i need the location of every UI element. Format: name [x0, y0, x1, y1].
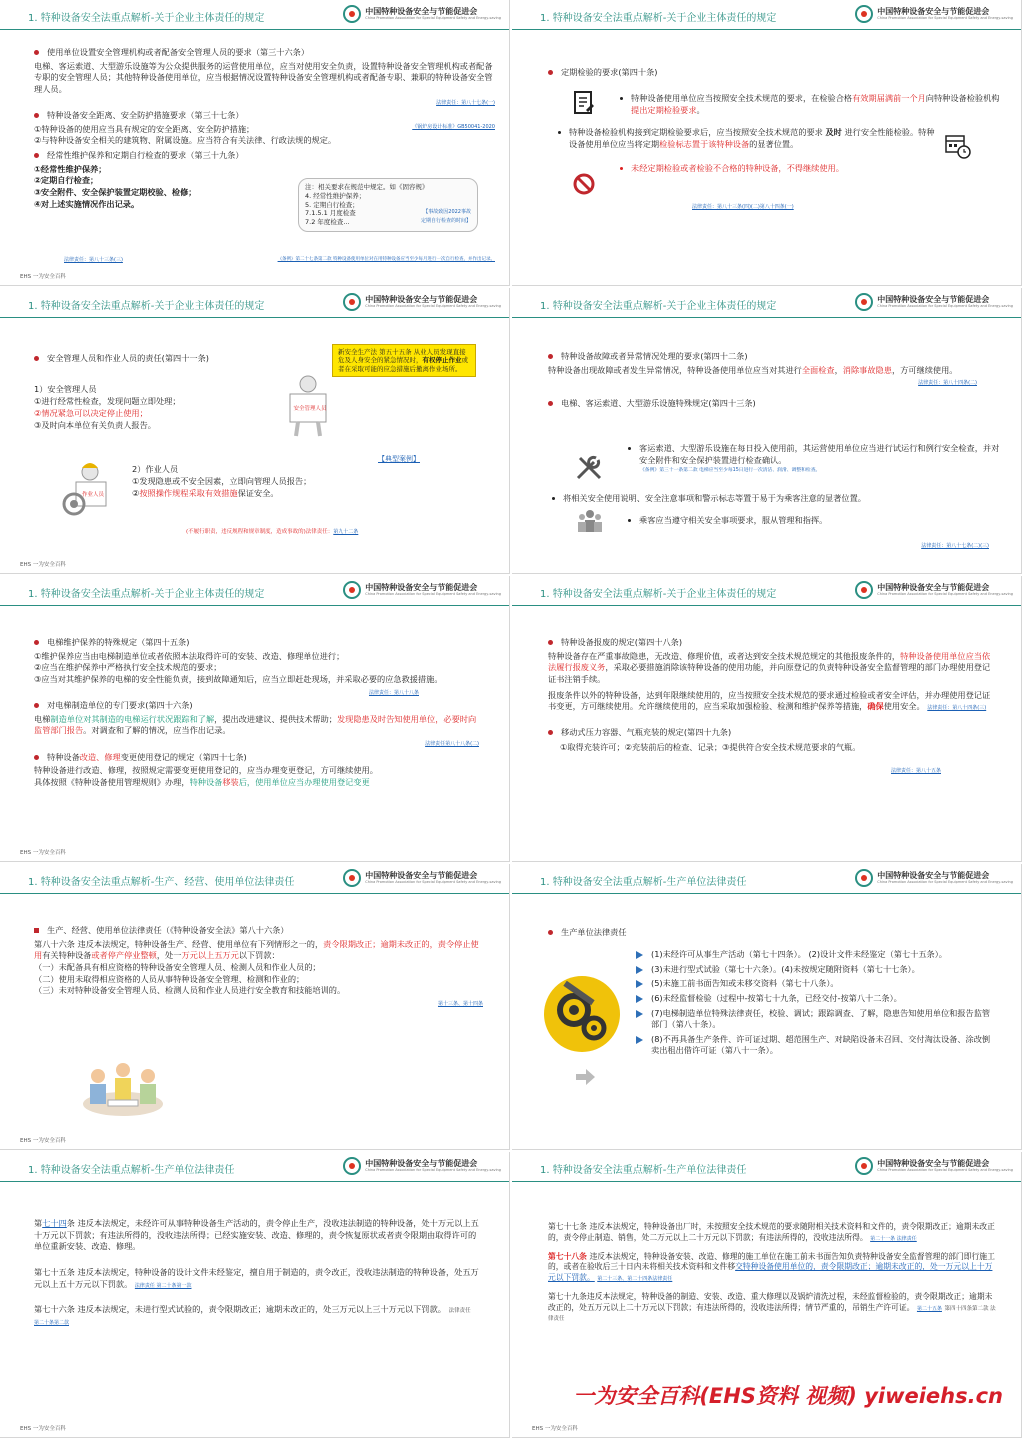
logo-mark-icon [343, 5, 361, 23]
bullet-icon [34, 928, 39, 933]
text: 进行安全性能检验。特种设备使用单位应当将定期 [569, 127, 935, 149]
arrow-bullet-icon [636, 1036, 643, 1044]
text: 第七十六条 违反本法规定，未进行型式试验的，责令限期改正；逾期未改正的，处三万元以上三十万元以下罚款。 [34, 1304, 446, 1315]
bullet-icon [34, 50, 39, 55]
logo [343, 869, 501, 887]
text: 特种设备使用单位应当按照安全技术规范的要求，在检验合格 [631, 93, 853, 103]
slide-4 [512, 288, 1022, 574]
slide-header [512, 288, 1021, 318]
law-ref-link[interactable]: 法律责任 第二十条第一款 [134, 1282, 192, 1289]
logo-subtitle: China Promotion Association for Special Equipment Safety and Energy-saving [877, 1167, 1013, 1172]
highlight-box [332, 344, 476, 377]
text: 消除事故隐患 [842, 364, 892, 375]
text: 特种设备出现故障或者发生异常情况，特种设备使用单位应当对其进行 [548, 364, 802, 375]
slide-7 [0, 864, 510, 1150]
logo-subtitle: China Promotion Association for Special Equipment Safety and Energy-saving [365, 879, 501, 884]
bullet-icon [34, 640, 39, 645]
text: 特种设备存在严重事故隐患，无改造、修理价值，或者达到安全技术规范规定的其他报废条件的， [548, 650, 901, 661]
text: 新安全生产法 第五十五条 从业人员发现直接危及人身安全的紧急情况时， [338, 348, 466, 365]
slide-title: 1. 特种设备安全法重点解析-关于企业主体责任的规定 [540, 13, 777, 24]
logo-name: 中国特种设备安全与节能促进会 [877, 582, 990, 592]
text: 。 [696, 104, 705, 115]
slide-footer: EHS 一为安全百科 [20, 1138, 66, 1144]
text: 全面检查 [801, 364, 835, 375]
item [620, 160, 1007, 176]
text: ，处一 [156, 950, 182, 961]
list-item: ③应当对其维护保养的电梯的安全性能负责，接到故障通知后，应当立即赶赴现场，并采取必要的应急救援措施。 [34, 673, 443, 684]
slide-title: 1. 特种设备安全法重点解析-生产、经营、使用单位法律责任 [28, 877, 295, 888]
text: 及时 [825, 127, 842, 137]
text: 特种设备使用单位应当依法履行报废义务 [548, 650, 991, 673]
bullet-icon [34, 703, 39, 708]
calendar-clock-icon [944, 132, 972, 160]
slide-header [0, 0, 509, 30]
text: 变更使用登记的规定（第四十七条) [120, 751, 247, 762]
item [558, 124, 941, 152]
logo-subtitle: China Promotion Association for Special Equipment Safety and Energy-saving [877, 15, 1013, 20]
item [552, 490, 1003, 506]
text: 特种设备检验机构接到定期检验要求后，应当按照安全技术规范的要求 [569, 127, 823, 137]
logo-subtitle: China Promotion Association for Special Equipment Safety and Energy-saving [877, 303, 1013, 308]
tools-icon [574, 452, 604, 482]
text: 或者在采取可能的应急措施后撤离作业场所。 [338, 356, 468, 373]
heading: 生产、经营、使用单位法律责任（《特种设备安全法》第八十六条） [47, 925, 289, 935]
law-ref-link[interactable]: 第二十五条 [916, 1305, 942, 1312]
slide-6 [512, 576, 1022, 862]
text: ，采取必要措施消除该特种设备的使用功能，并向原登记的负责特种设备安全监督管理的部门办理使用登记证书注销手续。 [548, 662, 991, 684]
note-line: 4. 经常性维护保养； [305, 191, 366, 200]
logo-name: 中国特种设备安全与节能促进会 [365, 6, 478, 16]
bullet-icon [558, 131, 561, 134]
text: 有效期届满前一个月 [852, 93, 926, 103]
paragraph: 电梯、客运索道、大型游乐设施等为公众提供服务的运营使用单位，应当对使用安全负责，设置特种设备安全管理机构或者配备专职的安全管理人员；其他特种设备使用单位，应当根据情况设置特种设备安全管理机构或者配备专职、兼职的特种设备安全管理人员。 [34, 60, 493, 94]
text: ② [132, 487, 140, 498]
text: 或者停产停业整顿 [91, 950, 157, 961]
badge-text: 作业人员 [82, 492, 105, 498]
regulation-note: 《条例》第二十七条第二款 特种设备使用单位对在用特种设备应当至少每月进行一次自行检查，并作出记录。 [277, 257, 495, 262]
text: 条 违反本法规定，未经许可从事特种设备生产活动的，责令停止生产，没收违法制造的特种设备，处十万元以上五十万元以下罚款；有违法所得的，没收违法所得；已经实施安装、改造、修理的，责令恢复原状或者责令限期由取得许可的单位重新安装、改造、修理。 [34, 1218, 479, 1252]
bullet-icon [552, 497, 555, 500]
heading: 2）作业人员 [132, 464, 179, 474]
slide-footer: EHS 一为安全百科 [20, 562, 66, 568]
slide-5 [0, 576, 510, 862]
slide-8 [512, 864, 1022, 1150]
bullet-icon [548, 640, 553, 645]
section [34, 384, 181, 432]
slide-footer: EHS 一为安全百科 [532, 1426, 578, 1432]
slide-header [512, 1152, 1021, 1182]
bullet-icon [548, 730, 553, 735]
text: 报废条件以外的特种设备，达到年限继续使用的，应当按照安全技术规范的要求通过检验或者安全评估，并办理使用登记证书变更，方可继续使用。允许继续使用的，应当采取加强检验、检测和维护保养等措施， [548, 689, 991, 712]
heading: 定期检验的要求(第四十条) [561, 67, 658, 77]
list-item: (7)电梯制造单位特殊法律责任，校验、调试；跟踪调查、了解，隐患告知使用单位和报告监管部门（第八十条）。 [651, 1007, 991, 1030]
text: 检验标志置于该特种设备 [659, 138, 750, 149]
typical-case-link[interactable]: 【典型案例】 [378, 455, 420, 463]
logo-name: 中国特种设备安全与节能促进会 [877, 1158, 990, 1168]
list-item: ①维护保养应当由电梯制造单位或者依照本法取得许可的安装、改造、修理单位进行； [34, 650, 345, 661]
text: 特种设备 [47, 751, 80, 762]
slide-footer: EHS 一为安全百科 [20, 274, 66, 280]
logo-name: 中国特种设备安全与节能促进会 [877, 6, 990, 16]
slide-header [0, 576, 509, 606]
heading: 使用单位设置安全管理机构或者配备安全管理人员的要求（第三十六条） [47, 47, 310, 57]
logo-mark-icon [855, 293, 873, 311]
text: 使用安全。 [883, 701, 925, 712]
logo [855, 1157, 1013, 1175]
arrow-bullet-icon [636, 1010, 643, 1018]
list-item: (3)未进行型式试验（第七十六条）。(4)未按规定随附资料（第七十七条）。 [651, 963, 920, 974]
text: 将相关安全使用说明、安全注意事项和警示标志等置于易于为乘客注意的显著位置。 [563, 493, 866, 503]
list-item: （三）未对特种设备安全管理人员、检测人员和作业人员进行安全教育和技能培训的。 [34, 985, 346, 996]
text: 乘客应当遵守相关安全事项要求，服从管理和指挥。 [639, 515, 828, 525]
bullet-icon [548, 930, 553, 935]
bullet-icon [34, 153, 39, 158]
law-ref-link[interactable]: 第二十条第二款 [34, 1320, 70, 1326]
slide-9 [0, 1152, 510, 1438]
text: 保证安全。 [237, 487, 279, 498]
logo [855, 869, 1013, 887]
note-ref: 【事故致因2022事故 [423, 209, 471, 216]
regulation-note: 《条例》第三十一条第二款 电梯应当至少每15日进行一次清洁、润滑、调整和检查。 [640, 468, 821, 474]
slide-title: 1. 特种设备安全法重点解析-关于企业主体责任的规定 [540, 589, 777, 600]
item [628, 440, 1003, 475]
list-item: (1)未经许可从事生产活动（第七十四条）。 (2)设计文件未经鉴定（第七十五条）。 [651, 949, 947, 959]
text: 万元以上五万元 [181, 950, 239, 961]
slide-footer: EHS 一为安全百科 [20, 1426, 66, 1432]
bullet-icon [34, 356, 39, 361]
text: 后，使用单位应当办理使用登记变更 [238, 777, 370, 788]
text: 发现隐患及时告知使用单位，必要时向监管部门报告 [34, 713, 477, 736]
std-ref-link[interactable]: 《锅炉房设计标准》GB50041-2020 [412, 123, 495, 130]
arrow-bullet-icon [636, 966, 643, 974]
slide-footer: EHS 一为安全百科 [20, 850, 66, 856]
heading: 1）安全管理人员 [34, 384, 97, 394]
list-item: ③安全附件、安全保护装置定期校验、检修； [34, 187, 197, 198]
bullet-icon [628, 519, 631, 522]
text: 向特种设备检验机构 [925, 93, 1000, 103]
logo-subtitle: China Promotion Association for Special Equipment Safety and Energy-saving [365, 15, 501, 20]
text: 移装 [222, 777, 239, 788]
text: 交特种设备使用单位的，责令限期改正；逾期未改正的，处一万元以上十万元以下罚款。 [548, 1262, 993, 1282]
bullet-icon [620, 167, 623, 170]
text: 第七十八条 [548, 1251, 587, 1261]
slide-title: 1. 特种设备安全法重点解析-生产单位法律责任 [540, 877, 747, 888]
gears-icon [542, 974, 622, 1054]
note-line: 注：相关要求在规范中规定。如《固容规》 [305, 183, 429, 191]
logo-subtitle: China Promotion Association for Special Equipment Safety and Energy-saving [365, 303, 501, 308]
law-ref-link[interactable]: 法律责任：第八十七条(一) [436, 99, 495, 106]
logo-name: 中国特种设备安全与节能促进会 [365, 870, 478, 880]
list-item: ①特种设备的使用应当具有规定的安全距离、安全防护措施； [34, 123, 255, 134]
law-ref-link[interactable]: 法律责任：第八十七条(二)(三) [921, 543, 989, 549]
watermark: 一为安全百科(EHS资料 视频) yiweiehs.cn [573, 1384, 1003, 1408]
list-item: （二）使用未取得相应资格的人员从事特种设备安全管理、检测和作业的； [34, 973, 305, 984]
logo [343, 1157, 501, 1175]
text: 的显著位置。 [749, 138, 799, 149]
bullet-icon [548, 70, 553, 75]
heading: 特种设备安全距离、安全防护措施要求（第三十七条） [47, 110, 244, 121]
slide-title: 1. 特种设备安全法重点解析-关于企业主体责任的规定 [28, 589, 265, 600]
list-item: (6)未经监督检验（过程中-按第七十九条，已经交付-按第八十二条）。 [651, 992, 902, 1003]
list-item: ①经常性维护保养； [34, 163, 107, 174]
text: 以下罚款： [238, 950, 280, 961]
law-ref-link[interactable]: 第九十二条 [333, 529, 359, 535]
logo [343, 293, 501, 311]
text: 第七十五条 违反本法规定，特种设备的设计文件未经鉴定，擅自用于制造的，责令改正，没收违法制造的特种设备，处五万元以上五十万元以下罚款。 [34, 1266, 479, 1289]
logo-mark-icon [855, 869, 873, 887]
list-item: ②应当在维护保养中严格执行安全技术规范的要求； [34, 662, 222, 673]
logo [855, 5, 1013, 23]
slide-1 [0, 0, 510, 286]
text: 特种设备 [189, 777, 223, 788]
note-line: 5. 定期自行检查； [305, 200, 359, 209]
logo [855, 581, 1013, 599]
text: 提出定期检验要求 [631, 104, 697, 115]
item [620, 90, 1007, 118]
heading: 特种设备报废的规定(第四十八条) [561, 637, 683, 647]
slide-title: 1. 特种设备安全法重点解析-关于企业主体责任的规定 [28, 301, 265, 312]
logo-mark-icon [343, 869, 361, 887]
logo-subtitle: China Promotion Association for Special Equipment Safety and Energy-saving [877, 591, 1013, 596]
paragraph: ①取得充装许可；②充装前后的检查、记录；③提供符合安全技术规范要求的气瓶。 [560, 742, 861, 753]
list-item: ②与特种设备安全相关的建筑物、附属设施。应当符合有关法律、行政法规的规定。 [34, 135, 337, 146]
logo-subtitle: China Promotion Association for Special Equipment Safety and Energy-saving [877, 879, 1013, 884]
law-ref-link[interactable]: 法律责任第八十八条(二) [425, 741, 479, 748]
people-icon [576, 508, 604, 534]
list-item: ①进行经常性检查，发现问题立即处理； [34, 395, 181, 406]
item [34, 350, 209, 366]
arrow-bullet-icon [636, 951, 643, 959]
liability-note: (不履行职责，违反规程和规章制度，造成事故的)法律责任： [186, 529, 334, 535]
law-ref-link[interactable]: 第二十三条、 [597, 1276, 628, 1282]
logo-mark-icon [855, 581, 873, 599]
bullet-icon [548, 401, 553, 406]
heading: 特种设备故障或者异常情况处理的要求(第四十二条) [561, 351, 748, 361]
slide-header [512, 576, 1021, 606]
text: 制造单位对其制造的电梯运行状况跟踪和了解 [50, 713, 215, 724]
logo-name: 中国特种设备安全与节能促进会 [365, 294, 478, 304]
text: 改造、修理 [79, 751, 121, 762]
logo-name: 中国特种设备安全与节能促进会 [365, 1158, 478, 1168]
text: 第八十六条 违反本法规定，特种设备生产、经营、使用单位有下列情形之一的， [34, 938, 324, 949]
text: 有关特种设备 [42, 950, 92, 961]
logo-name: 中国特种设备安全与节能促进会 [365, 582, 478, 592]
heading: 对电梯制造单位的专门要求(第四十六条) [47, 700, 193, 711]
heading: 经常性维护保养和定期自行检查的要求（第三十九条） [47, 150, 244, 161]
list-item: ④对上述实施情况作出记录。 [34, 198, 140, 209]
text: ， [834, 364, 843, 375]
logo-mark-icon [855, 1157, 873, 1175]
logo-subtitle: China Promotion Association for Special Equipment Safety and Energy-saving [365, 1167, 501, 1172]
list-item: (5)未施工前书面告知或未移交资料（第七十八条）。 [651, 978, 839, 989]
list-item: （一）未配备具有相应资格的特种设备安全管理人员、检测人员和作业人员的； [34, 961, 321, 972]
logo-subtitle: China Promotion Association for Special Equipment Safety and Energy-saving [365, 591, 501, 596]
heading: 移动式压力容器、气瓶充装的规定(第四十九条) [561, 726, 732, 737]
slide-title: 1. 特种设备安全法重点解析-生产单位法律责任 [28, 1165, 235, 1176]
logo-name: 中国特种设备安全与节能促进会 [877, 870, 990, 880]
list-item: ②情况紧急可以决定停止使用； [34, 407, 148, 418]
list-item: ③及时向本单位有关负责人报告。 [34, 419, 156, 430]
law-ref-link[interactable]: 法律责任：第八十四条(三) [927, 705, 987, 712]
text: 违反本法规定，特种设备安装、改造、修理的施工单位在施工前未书面告知负责特种设备安全监督管理的部门即行施工的，或者在验收后三十日内未将相关技术资料和文件移 [548, 1251, 995, 1272]
heading: 电梯维护保养的特殊规定（第四十五条) [47, 637, 190, 647]
slide-header [512, 0, 1021, 30]
text: 客运索道、大型游乐设施在每日投入使用前，其运营使用单位应当进行试运行和例行安全检查，并对安全附件和安全保护装置进行检查确认。 [639, 443, 1000, 465]
text: 第七十九条违反本法规定，特种设备的制造、安装、改造、重大修理以及锅炉清洗过程，未经监督检验的，责令限期改正；逾期未改正的，处五万元以上二十万元以下罚款；有违法所得的，没收违法所得；情节严重的，吊销生产许可证。 [548, 1291, 993, 1312]
heading: 安全管理人员和作业人员的责任(第四十一条) [47, 353, 209, 363]
law-ref-link[interactable]: 第十三条、第十四条 [437, 1000, 483, 1007]
arrow-right-icon [574, 1068, 596, 1086]
text: 第四十四条第二款 法律责任 [548, 1305, 996, 1323]
text: 电梯 [34, 713, 51, 724]
paragraph: 特种设备进行改造、修理，按照规定需要变更使用登记的，应当办理变更登记，方可继续使用。 [34, 765, 378, 776]
slide-header [0, 864, 509, 894]
heading: 生产单位法律责任 [561, 927, 627, 937]
text: ，提出改进建议、提供技术帮助； [214, 713, 337, 724]
law-ref-link[interactable]: 法律责任：第八十三条(四)(二)第八十四条(一) [692, 204, 794, 210]
arrow-bullet-icon [636, 995, 643, 1003]
heading: 电梯、客运索道、大型游乐设施特殊规定(第四十三条) [561, 397, 756, 408]
slide-2 [512, 0, 1022, 286]
slide-title: 1. 特种设备安全法重点解析-关于企业主体责任的规定 [28, 13, 265, 24]
text: 。对调查和了解的情况，应当作出记录。 [83, 725, 231, 736]
text: 责令限期改正；逾期未改正的，责令停止使用 [34, 938, 479, 961]
document-icon [572, 90, 596, 116]
section [132, 464, 311, 500]
note-ref: 定期自行检查的时间】 [420, 218, 471, 225]
meeting-illustration-icon [78, 1056, 168, 1126]
law-ref-link[interactable]: 法律责任：第八十三条(三) [64, 257, 123, 263]
bullet-icon [548, 354, 553, 359]
logo [343, 581, 501, 599]
bullet-icon [628, 447, 631, 450]
text: 有权停止作业 [422, 356, 462, 365]
text: 具体按照《特种设备使用管理规则》办理， [34, 777, 190, 788]
list-item: ①发现隐患或不安全因素，立即向管理人员报告； [132, 475, 312, 486]
logo-mark-icon [343, 293, 361, 311]
bullet-icon [34, 113, 39, 118]
slide-header [0, 1152, 509, 1182]
law-ref-link[interactable]: 法律责任：第八十五条 [890, 768, 941, 775]
text: 未经定期检验或者检验不合格的特种设备，不得继续使用。 [631, 163, 844, 173]
logo-name: 中国特种设备安全与节能促进会 [877, 294, 990, 304]
slide-title: 1. 特种设备安全法重点解析-关于企业主体责任的规定 [540, 301, 777, 312]
logo [855, 293, 1013, 311]
slide-title: 1. 特种设备安全法重点解析-生产单位法律责任 [540, 1165, 747, 1176]
text: 法律责任 [448, 1308, 471, 1315]
list-item: (8)不再具备生产条件、许可证过期、超范围生产、对缺陷设备未召回、交付淘汰设备、涂改倒卖出租出借许可证（第八十一条）。 [651, 1033, 991, 1056]
items-list [636, 946, 991, 1059]
bullet-icon [34, 755, 39, 760]
note-cloud [298, 178, 478, 232]
text: 第七十七条 违反本法规定，特种设备出厂时，未按照安全技术规范的要求随附相关技术资料和文件的，责令限期改正；逾期未改正的，责令停止制造、销售，处二万元以上二十万元以下罚款；有违法所得的，没收违法所得。 [548, 1222, 995, 1242]
item [628, 512, 1003, 528]
slide-header [512, 864, 1021, 894]
note-line: 7.1.5.1 月度检查 [305, 209, 356, 218]
text: 确保 [867, 701, 884, 712]
prohibited-icon [572, 172, 596, 196]
article-link[interactable]: 七十四 [42, 1218, 67, 1228]
badge-text: 安全管理人员 [293, 406, 327, 412]
note-line: 7.2 年度检查... [305, 218, 350, 227]
list-item: ②定期自行检查； [34, 175, 99, 186]
slide-header [0, 288, 509, 318]
logo-mark-icon [343, 581, 361, 599]
law-ref-link[interactable]: 第二十一条 法律责任 [870, 1235, 917, 1242]
law-ref-link[interactable]: 法律责任：第八十四条(二) [918, 380, 977, 387]
arrow-bullet-icon [636, 980, 643, 988]
slide-3 [0, 288, 510, 574]
item [548, 924, 627, 940]
text: ，方可继续使用。 [891, 364, 958, 375]
logo [343, 5, 501, 23]
logo-mark-icon [855, 5, 873, 23]
logo-mark-icon [343, 1157, 361, 1175]
text: 第 [34, 1218, 43, 1228]
bullet-icon [620, 97, 623, 100]
law-ref-link[interactable]: 第二十四条法律责任 [627, 1276, 673, 1282]
text: 按照操作规程采取有效措施 [139, 487, 238, 498]
law-ref-link[interactable]: 法律责任：第八十八条 [368, 689, 419, 696]
